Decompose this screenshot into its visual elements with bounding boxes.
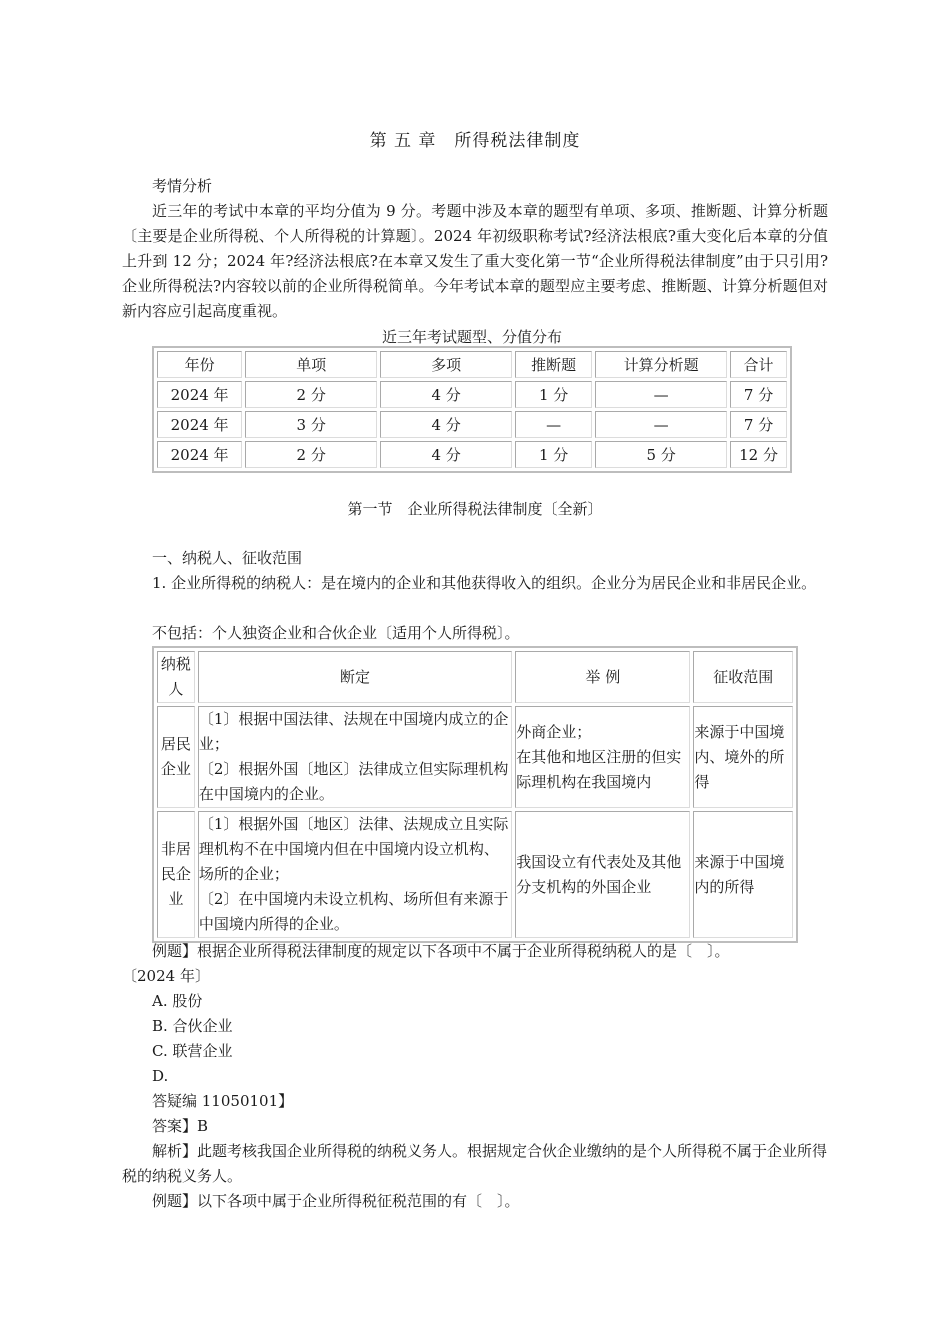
table-row [157, 411, 787, 438]
cell: — [595, 411, 727, 438]
option-a: A. 股份 [152, 992, 203, 1010]
header-cell: 纳税 人 [157, 651, 195, 703]
exclusion-note: 不包括：个人独资企业和合伙企业〔适用个人所得税〕。 [152, 624, 520, 642]
cell: 居民 企业 [157, 706, 195, 808]
cell: 2 分 [245, 441, 377, 468]
example1-code: 答疑编 11050101】 [152, 1092, 294, 1110]
header-cell: 推断题 [515, 351, 592, 378]
cell: 2024 年 [157, 411, 242, 438]
table-row [157, 381, 787, 408]
cell: 7 分 [730, 411, 787, 438]
header-cell: 征收范围 [693, 651, 793, 703]
option-b: B. 合伙企业 [152, 1017, 233, 1035]
cell: 5 分 [595, 441, 727, 468]
cell: 〔1〕根据中国法律、法规在中国境内成立的企业； 〔2〕根据外国〔地区〕法律成立但实际理机构在中国境内的企业。 [198, 706, 512, 808]
cell: 来源于中国境内、境外的所得 [693, 706, 793, 808]
example1-answer: 答案】B [152, 1117, 209, 1135]
chapter-title: 第 五 章 所得税法律制度 [369, 131, 581, 151]
example2-question: 例题】以下各项中属于企业所得税征税范围的有〔 〕。 [152, 1192, 520, 1210]
header-cell: 合计 [730, 351, 787, 378]
cell: 外商企业； 在其他和地区注册的但实际理机构在我国境内 [515, 706, 690, 808]
header-cell: 多项 [380, 351, 512, 378]
taxpayer-table-header [157, 651, 793, 703]
cell: — [595, 381, 727, 408]
cell: 非居 民企 业 [157, 811, 195, 938]
cell: 3 分 [245, 411, 377, 438]
header-cell: 单项 [245, 351, 377, 378]
cell: 1 分 [515, 441, 592, 468]
score-table-caption: 近三年考试题型、分值分布 [381, 328, 562, 346]
cell: 〔1〕根据外国〔地区〕法律、法规成立且实际理机构不在中国境内但在中国境内设立机构、场所的企业； 〔2〕在中国境内未设立机构、场所但有来源于中国境内所得的企业。 [198, 811, 512, 938]
cell: 我国设立有代表处及其他分支机构的外国企业 [515, 811, 690, 938]
section-title: 第一节 企业所得税法律制度〔全新〕 [347, 500, 603, 518]
cell: — [515, 411, 592, 438]
option-d: D. [152, 1067, 169, 1085]
table-row [157, 706, 793, 808]
cell: 2 分 [245, 381, 377, 408]
cell: 2024 年 [157, 441, 242, 468]
example1-question: 例题】根据企业所得税法律制度的规定以下各项中不属于企业所得税纳税人的是〔 〕。 [152, 942, 730, 960]
example1-year: 〔2024 年〕 [122, 967, 210, 985]
taxpayer-table [152, 646, 798, 943]
header-cell: 年份 [157, 351, 242, 378]
intro-paragraph: 近三年的考试中本章的平均分值为 9 分。考题中涉及本章的题型有单项、多项、推断题、计算分析题〔主要是企业所得税、个人所得税的计算题〕。2024 年初级职称考试?经济法根底?重大变化后本章的分值上升到 12 分；2024 年?经济法根底?在本章又发生了重大变化第一节“企业所得税法律制度”由于只引用?企业所得税法?内容较以前的企业所得税简单。今年考试本章的题型应主要考虑、推断题、计算分析题但对新内容应引起高度重视。 [122, 202, 828, 320]
score-table [152, 346, 792, 473]
header-cell: 计算分析题 [595, 351, 727, 378]
cell: 12 分 [730, 441, 787, 468]
cell: 1 分 [515, 381, 592, 408]
subsection-heading: 一、纳税人、征收范围 [152, 549, 303, 567]
cell: 4 分 [380, 411, 512, 438]
header-cell: 断定 [198, 651, 512, 703]
option-c: C. 联营企业 [152, 1042, 233, 1060]
example1-explanation: 解析】此题考核我国企业所得税的纳税义务人。根据规定合伙企业缴纳的是个人所得税不属于企业所得税的纳税义务人。 [122, 1142, 828, 1185]
table-row [157, 441, 787, 468]
header-cell: 举 例 [515, 651, 690, 703]
cell: 4 分 [380, 381, 512, 408]
score-table-header [157, 351, 787, 378]
cell: 来源于中国境内的所得 [693, 811, 793, 938]
table-row [157, 811, 793, 938]
intro-heading: 考情分析 [152, 177, 213, 195]
cell: 7 分 [730, 381, 787, 408]
cell: 4 分 [380, 441, 512, 468]
cell: 2024 年 [157, 381, 242, 408]
taxpayer-definition: 1. 企业所得税的纳税人：是在境内的企业和其他获得收入的组织。企业分为居民企业和非居民企业。 [152, 574, 817, 592]
